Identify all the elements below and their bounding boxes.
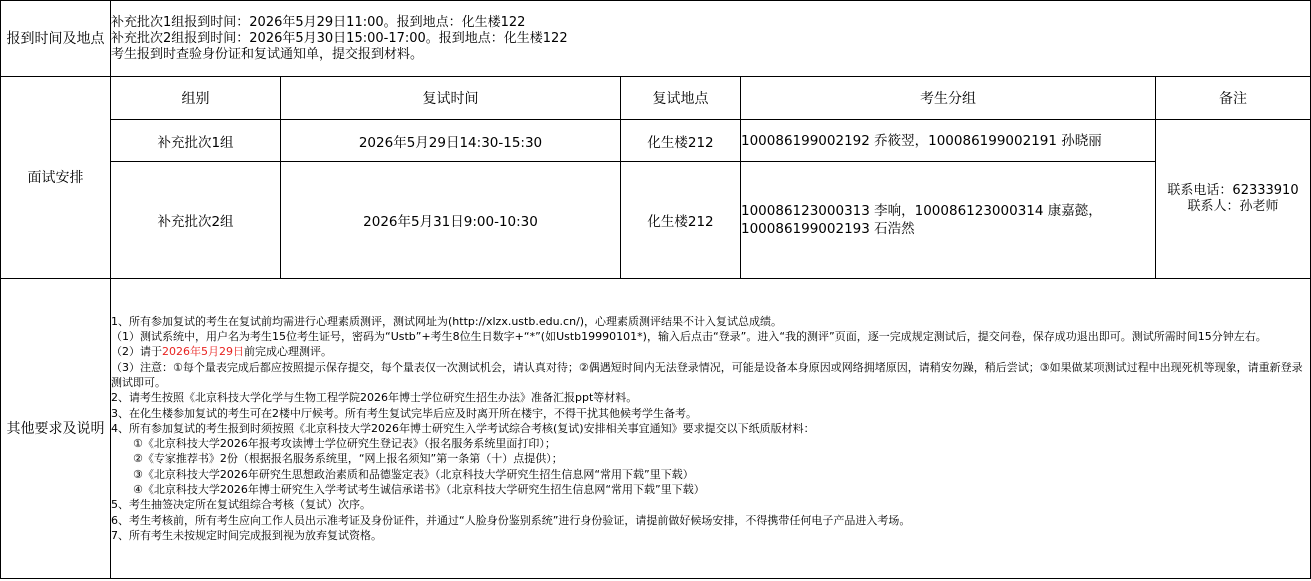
- note-line: 5、考生抽签决定所在复试组综合考核（复试）次序。: [111, 498, 371, 512]
- students-cell: [741, 162, 1156, 279]
- note-text: 前完成心理测评。: [244, 345, 332, 359]
- report-line-3: 考生报到时查验身份证和复试通知单，提交报到材料。: [111, 46, 424, 62]
- deadline-date: 2026年5月29日: [162, 345, 244, 359]
- note-line: 6、考生考核前，所有考生应向工作人员出示准考证及身份证件，并通过“人脸身份鉴别系统”进行身份验证，请提前做好候场安排，不得携带任何电子产品进入考场。: [111, 513, 911, 527]
- material-item: ④《北京科技大学2026年博士研究生入学考试考生诚信承诺书》（北京科技大学研究生招生信息网“常用下载”里下载）: [133, 483, 705, 497]
- header-group: 组别: [111, 77, 281, 120]
- contact-person: 联系人：孙老师: [1187, 199, 1279, 214]
- contact-phone: 联系电话：62333910: [1167, 183, 1299, 198]
- place-cell: 化生楼212: [621, 120, 741, 162]
- note-line: 3、在化生楼参加复试的考生可在2楼中厅候考。所有考生复试完毕后应及时离开所在楼宇，不得干扰其他候考学生备考。: [111, 406, 697, 420]
- interview-row-2: [1, 162, 1311, 279]
- material-item: ②《专家推荐书》2份（根据报名服务系统里，“网上报名须知”第一条第（十）点提供）；: [133, 452, 563, 466]
- interview-header-row: [1, 77, 1311, 120]
- note-line: 4、所有参加复试的考生报到时须按照《北京科技大学2026年博士研究生入学考试综合考核(复试)安排相关事宜通知》要求提交以下纸质版材料：: [111, 421, 815, 435]
- header-note: 备注: [1156, 77, 1311, 120]
- other-label: 其他要求及说明: [1, 279, 111, 579]
- student-line: 100086123000313 李响，100086123000314 康嘉懿，: [741, 203, 1102, 219]
- header-time: 复试时间: [281, 77, 621, 120]
- time-cell: 2026年5月31日9:00-10:30: [281, 162, 621, 279]
- interview-label: 面试安排: [1, 77, 111, 279]
- note-line: [111, 344, 1310, 359]
- material-item: ①《北京科技大学2026年报考攻读博士学位研究生登记表》（报名服务系统里面打印）；: [133, 437, 556, 451]
- student-line: 100086199002193 石浩然: [741, 221, 915, 237]
- group-cell: 补充批次1组: [111, 120, 281, 162]
- header-students: 考生分组: [741, 77, 1156, 120]
- note-line: 7、所有考生未按规定时间完成报到视为放弃复试资格。: [111, 528, 382, 542]
- report-line-2: 补充批次2组报到时间：2026年5月30日15:00-17:00。报到地点：化生楼122: [111, 30, 568, 46]
- material-item: ③《北京科技大学2026年研究生思想政治素质和品德鉴定表》（北京科技大学研究生招生信息网“常用下载”里下载）: [133, 467, 694, 481]
- note-line: 1、所有参加复试的考生在复试前均需进行心理素质测评，测试网址为(http://xlzx.ustb.edu.cn/)，心理素质测评结果不计入复试总成绩。: [111, 314, 783, 328]
- note-line: 2、请考生按照《北京科技大学化学与生物工程学院2026年博士学位研究生招生办法》准备汇报ppt等材料。: [111, 391, 638, 405]
- note-line: （1）测试系统中，用户名为考生15位考生证号，密码为“Ustb”+考生8位生日数字+“*”(如Ustb19990101*)，输入后点击“登录”。进入“我的测评”页面，逐一完成规定测试后，提交问卷，保存成功退出即可。测试所需时间15分钟左右。: [111, 330, 1267, 344]
- contact-note-cell: [1156, 120, 1311, 279]
- note-text: （2）请于: [111, 345, 162, 359]
- report-info: [111, 1, 1311, 77]
- student-line: 100086199002192 乔筱翌，100086199002191 孙晓丽: [741, 132, 1102, 149]
- note-line: （3）注意：①每个量表完成后都应按照提示保存提交，每个量表仅一次测试机会，请认真对待；②偶遇短时间内无法登录情况，可能是设备本身原因或网络拥堵原因，请稍安勿躁，稍后尝试；③如果做某项测试过程中出现死机等现象，请重新登录测试即可。: [111, 360, 1303, 389]
- report-row: [1, 1, 1311, 77]
- other-notes: [111, 279, 1311, 579]
- time-cell: 2026年5月29日14:30-15:30: [281, 120, 621, 162]
- report-line-1: 补充批次1组报到时间：2026年5月29日11:00。报到地点：化生楼122: [111, 14, 526, 30]
- report-label: 报到时间及地点: [1, 1, 111, 77]
- place-cell: 化生楼212: [621, 162, 741, 279]
- other-row: [1, 279, 1311, 579]
- students-cell: [741, 120, 1156, 162]
- interview-row-1: [1, 120, 1311, 162]
- header-place: 复试地点: [621, 77, 741, 120]
- group-cell: 补充批次2组: [111, 162, 281, 279]
